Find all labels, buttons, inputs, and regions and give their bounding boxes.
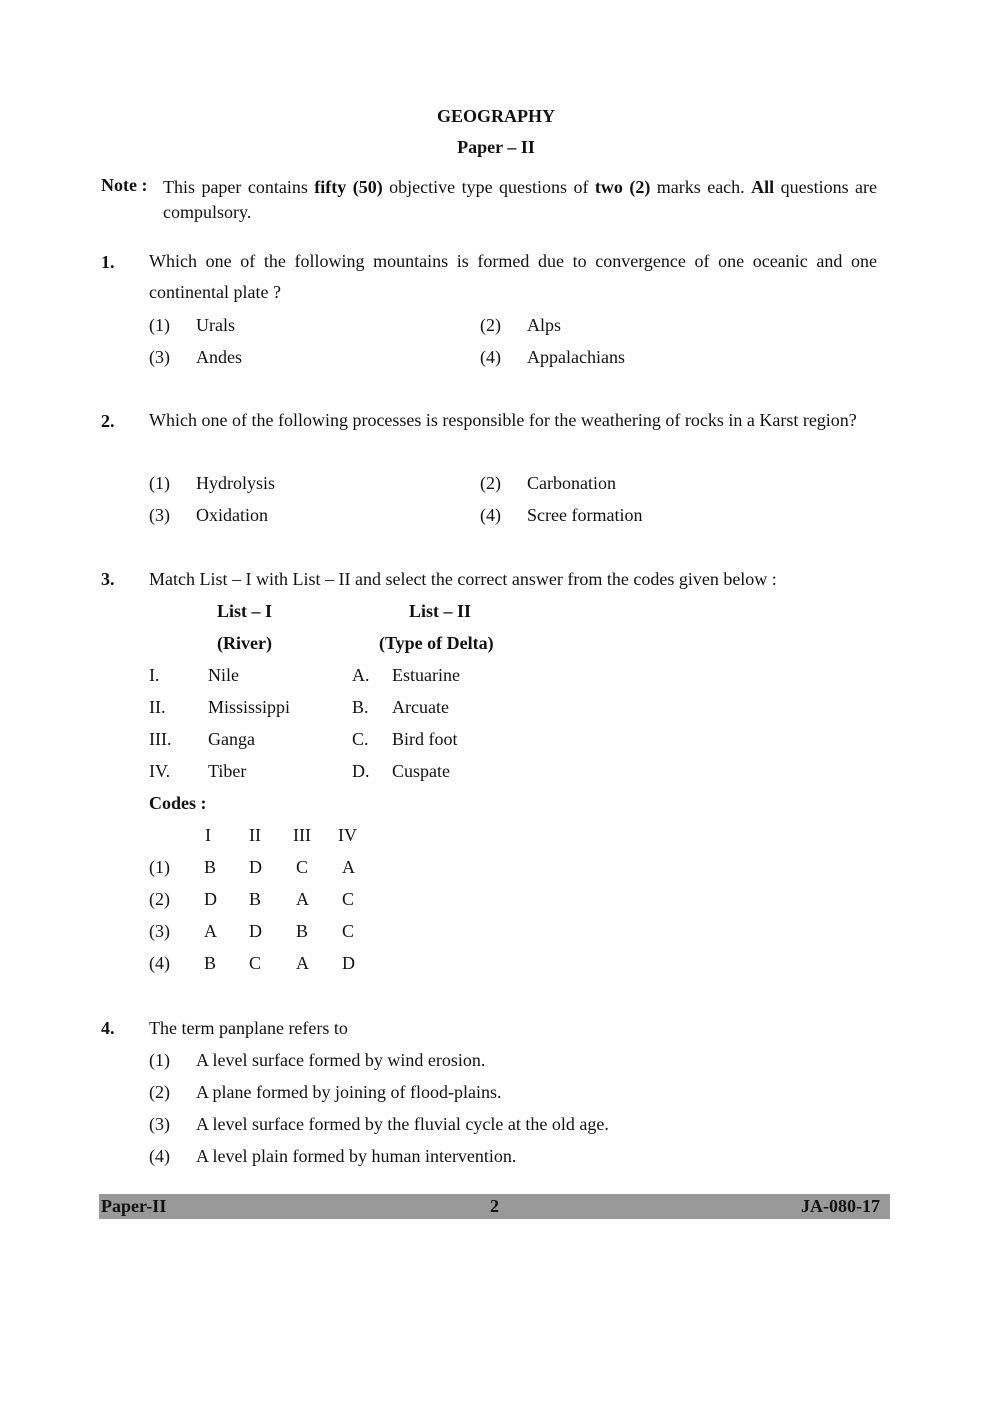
option-text: Alps bbox=[527, 315, 562, 335]
note-text-part: marks each. bbox=[650, 177, 752, 197]
subject-title: GEOGRAPHY bbox=[436, 106, 555, 126]
option-number: (2) bbox=[149, 889, 170, 909]
list1-subtitle: (River) bbox=[217, 633, 272, 653]
code-value: B bbox=[249, 889, 262, 909]
code-value: A bbox=[296, 953, 309, 973]
code-value: C bbox=[342, 921, 355, 941]
list2-subtitle: (Type of Delta) bbox=[379, 633, 494, 653]
option-number: (4) bbox=[480, 505, 501, 525]
roman-numeral: III. bbox=[149, 729, 172, 749]
river-name: Nile bbox=[208, 665, 239, 685]
question-text: The term panplane refers to bbox=[149, 1018, 348, 1038]
footer-paper-label: Paper-II bbox=[101, 1196, 167, 1216]
footer-bar bbox=[99, 1194, 890, 1219]
question-text: Match List – I with List – II and select the correct answer from the codes given below : bbox=[149, 569, 777, 589]
option-number: (3) bbox=[149, 1114, 170, 1134]
note-bold-fifty: fifty (50) bbox=[314, 177, 383, 197]
code-value: A bbox=[296, 889, 309, 909]
note-bold-two: two (2) bbox=[594, 177, 651, 197]
page-number: 2 bbox=[490, 1196, 499, 1216]
code-value: C bbox=[342, 889, 355, 909]
code-value: C bbox=[296, 857, 309, 877]
delta-letter: B. bbox=[352, 697, 369, 717]
option-text: A level plain formed by human intervention. bbox=[196, 1146, 517, 1166]
river-name: Tiber bbox=[208, 761, 247, 781]
question-text: Which one of the following processes is responsible for the weathering of rocks in a Karst region? bbox=[149, 410, 857, 430]
question-number: 3. bbox=[101, 569, 115, 589]
option-number: (1) bbox=[149, 315, 170, 335]
option-text: Andes bbox=[196, 347, 242, 367]
note-text bbox=[163, 175, 877, 225]
code-value: D bbox=[342, 953, 355, 973]
list1-title: List – I bbox=[217, 601, 273, 621]
question-number: 2. bbox=[101, 411, 115, 431]
option-text: Carbonation bbox=[527, 473, 616, 493]
question-text: Which one of the following mountains is formed due to convergence of one oceanic and one continental plate ? bbox=[149, 251, 877, 302]
option-text: Hydrolysis bbox=[196, 473, 276, 493]
code-header: IV bbox=[338, 825, 357, 845]
code-header: III bbox=[293, 825, 311, 845]
option-text: Appalachians bbox=[527, 347, 625, 367]
code-value: D bbox=[249, 857, 262, 877]
note-label: Note : bbox=[101, 175, 148, 195]
river-name: Mississippi bbox=[208, 697, 291, 717]
roman-numeral: I. bbox=[149, 665, 160, 685]
question-number: 4. bbox=[101, 1018, 115, 1038]
option-number: (1) bbox=[149, 857, 170, 877]
code-value: D bbox=[204, 889, 217, 909]
code-value: A bbox=[204, 921, 217, 941]
delta-type: Cuspate bbox=[392, 761, 450, 781]
option-number: (2) bbox=[149, 1082, 170, 1102]
option-number: (2) bbox=[480, 473, 501, 493]
code-value: A bbox=[342, 857, 355, 877]
code-header: I bbox=[205, 825, 211, 845]
code-value: B bbox=[204, 953, 217, 973]
option-text: A level surface formed by the fluvial cycle at the old age. bbox=[196, 1114, 609, 1134]
delta-letter: C. bbox=[352, 729, 369, 749]
option-text: Scree formation bbox=[527, 505, 643, 525]
codes-label: Codes : bbox=[149, 793, 207, 813]
roman-numeral: IV. bbox=[149, 761, 171, 781]
code-value: C bbox=[249, 953, 262, 973]
paper-title: Paper – II bbox=[457, 137, 535, 157]
note-text-part: objective type questions of bbox=[382, 177, 595, 197]
option-number: (4) bbox=[480, 347, 501, 367]
code-value: B bbox=[296, 921, 309, 941]
option-text: A plane formed by joining of flood-plains. bbox=[196, 1082, 502, 1102]
option-number: (3) bbox=[149, 347, 170, 367]
option-number: (1) bbox=[149, 473, 170, 493]
note-text-part: questions are compulsory. bbox=[163, 177, 877, 222]
delta-letter: A. bbox=[352, 665, 370, 685]
code-header: II bbox=[249, 825, 261, 845]
paper-code: JA-080-17 bbox=[801, 1196, 880, 1216]
river-name: Ganga bbox=[208, 729, 255, 749]
option-text: Oxidation bbox=[196, 505, 268, 525]
list2-title: List – II bbox=[409, 601, 472, 621]
note-bold-all: All bbox=[751, 177, 775, 197]
roman-numeral: II. bbox=[149, 697, 166, 717]
code-value: B bbox=[204, 857, 217, 877]
delta-type: Arcuate bbox=[392, 697, 449, 717]
delta-type: Bird foot bbox=[392, 729, 458, 749]
delta-type: Estuarine bbox=[392, 665, 460, 685]
note-text-part: This paper contains bbox=[163, 177, 315, 197]
option-number: (2) bbox=[480, 315, 501, 335]
code-value: D bbox=[249, 921, 262, 941]
option-text: A level surface formed by wind erosion. bbox=[196, 1050, 486, 1070]
question-number: 1. bbox=[101, 252, 115, 272]
delta-letter: D. bbox=[352, 761, 370, 781]
option-number: (3) bbox=[149, 505, 170, 525]
option-number: (4) bbox=[149, 953, 170, 973]
option-number: (4) bbox=[149, 1146, 170, 1166]
option-number: (3) bbox=[149, 921, 170, 941]
option-number: (1) bbox=[149, 1050, 170, 1070]
option-text: Urals bbox=[196, 315, 235, 335]
